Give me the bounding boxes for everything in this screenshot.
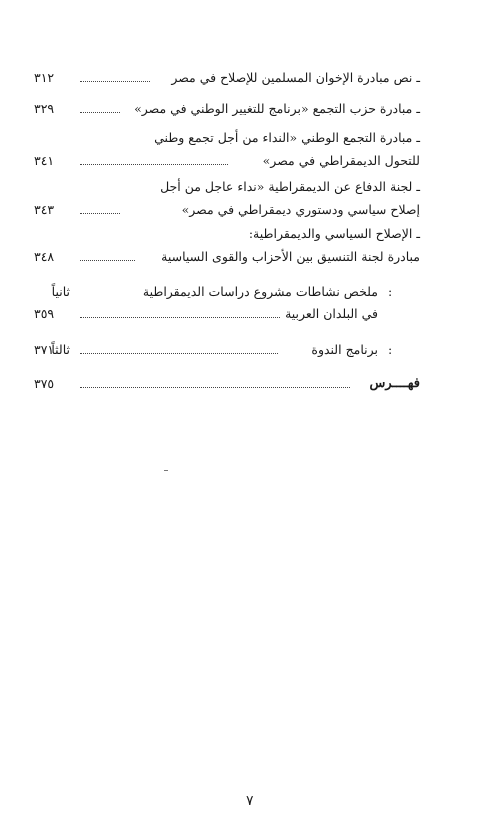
toc-entry-1-leader (80, 81, 150, 82)
toc-entry-4-leader (80, 213, 120, 214)
section-2-text-1: ملخص نشاطات مشروع دراسات الديمقراطية (142, 284, 378, 299)
toc-entry-4-page: ٣٤٣ (34, 202, 55, 217)
toc-entry-3-text-2: للتحول الديمقراطي في مصر» (262, 153, 420, 168)
toc-entry-2-page: ٣٢٩ (34, 101, 55, 116)
toc-entry-5-text-1: ـ الإصلاح السياسي والديمقراطية: (248, 226, 420, 241)
index-label: فهــــرس (369, 376, 420, 391)
index-leader (80, 387, 350, 388)
section-3-text-1: برنامج الندوة (311, 342, 378, 357)
section-3-page: ٣٧١ (34, 342, 55, 357)
toc-entry-1-page: ٣١٢ (34, 70, 55, 85)
toc-entry-3-leader (80, 164, 228, 165)
section-3-leader (80, 353, 278, 354)
toc-entry-2-leader (80, 112, 120, 113)
index-page: ٣٧٥ (34, 376, 55, 391)
toc-entry-3-page: ٣٤١ (34, 153, 55, 168)
section-2-label: ثانياً (51, 284, 70, 299)
section-3-label: ثالثاً (51, 342, 70, 357)
page-number: ٧ (246, 793, 254, 809)
toc-entry-5-text-2: مبادرة لجنة التنسيق بين الأحزاب والقوى السياسية (161, 249, 420, 264)
section-2-text-2: في البلدان العربية (285, 306, 378, 321)
section-3-colon: : (388, 342, 393, 357)
toc-entry-4-text-1: ـ لجنة الدفاع عن الديمقراطية «نداء عاجل من أجل (160, 179, 420, 194)
toc-entry-5-leader (80, 260, 135, 261)
section-2-colon: : (388, 284, 393, 299)
toc-entry-5-page: ٣٤٨ (34, 249, 55, 264)
toc-entry-1-text: ـ نص مبادرة الإخوان المسلمين للإصلاح في مصر (171, 70, 420, 85)
section-2-leader (80, 317, 280, 318)
toc-entry-3-text-1: ـ مبادرة التجمع الوطني «النداء من أجل تجمع وطني (154, 130, 420, 145)
toc-entry-2-text: ـ مبادرة حزب التجمع «برنامج للتغيير الوطني في مصر» (134, 101, 420, 116)
paper-speck (164, 470, 168, 471)
section-2-page: ٣٥٩ (34, 306, 55, 321)
toc-entry-4-text-2: إصلاح سياسي ودستوري ديمقراطي في مصر» (181, 202, 420, 217)
